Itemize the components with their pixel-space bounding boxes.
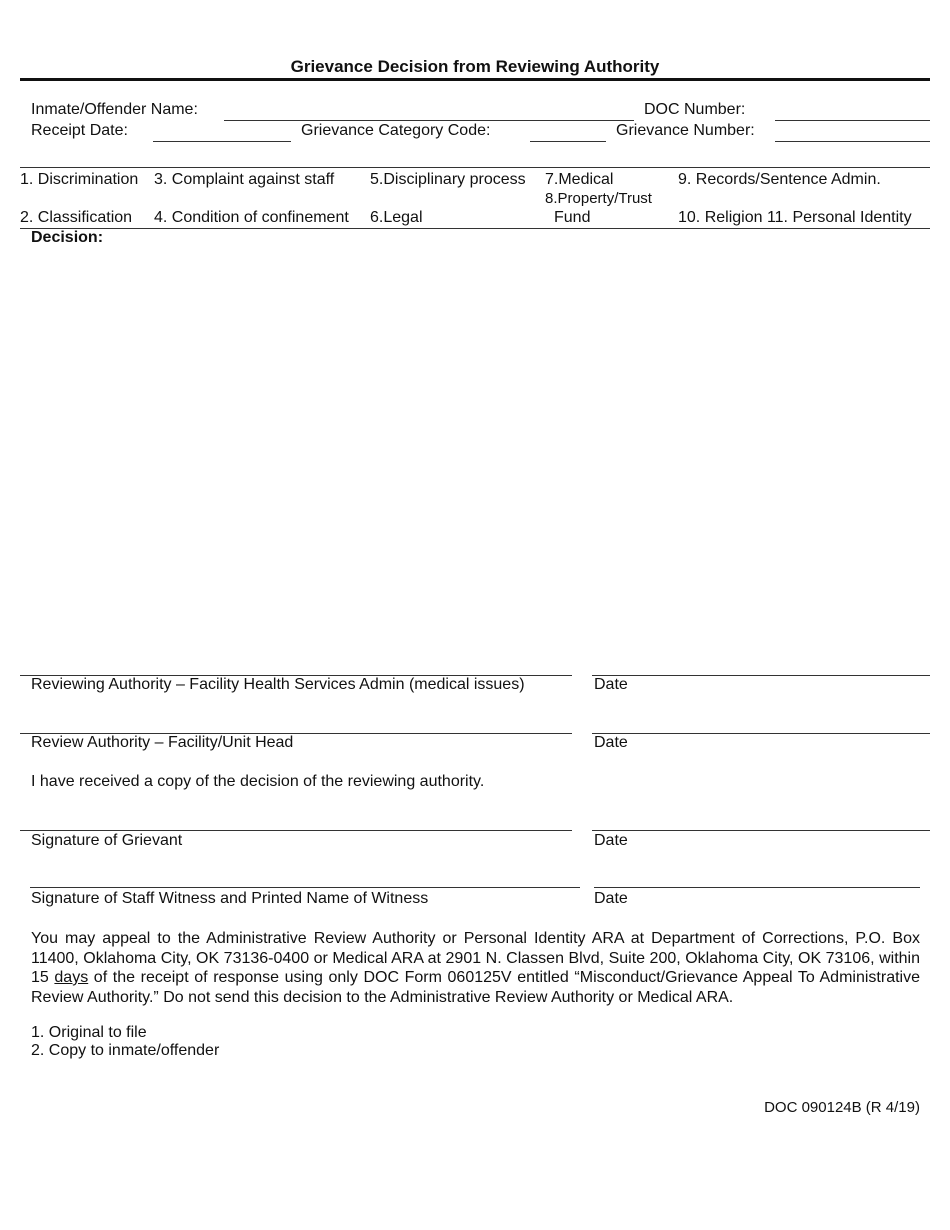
- grievant-date-line[interactable]: [592, 830, 930, 831]
- grievant-date-label: Date: [594, 832, 628, 849]
- appeal-text-part1: You may appeal to the Administrative Review Authority or Personal Identity ARA at Department of Corrections, P.O. Box 11400, Oklahoma City, OK 73136-0400 or Medical ARA at 2901 N. Classen Blvd, Suite 200, Oklahoma City, OK 73106, within 15: [31, 930, 920, 986]
- inmate-name-label: Inmate/Offender Name:: [31, 101, 198, 118]
- grievant-signature-label: Signature of Grievant: [31, 832, 183, 849]
- category-classification: 2. Classification: [20, 209, 133, 226]
- doc-number-field[interactable]: [775, 120, 930, 121]
- category-property-trust: 8.Property/Trust: [545, 190, 652, 207]
- receipt-date-label: Receipt Date:: [31, 122, 128, 139]
- category-code-label: Grievance Category Code:: [301, 122, 491, 139]
- title-rule: [20, 78, 930, 81]
- health-admin-date-label: Date: [594, 676, 628, 693]
- category-code-field[interactable]: [530, 141, 606, 142]
- grievance-number-field[interactable]: [775, 141, 930, 142]
- distribution-copy: 2. Copy to inmate/offender: [31, 1042, 220, 1059]
- appeal-instructions: [31, 929, 920, 1007]
- category-disciplinary: 5.Disciplinary process: [370, 171, 526, 188]
- category-top-rule: [20, 167, 930, 168]
- appeal-text-part2: of the receipt of response using only DOC Form 060125V entitled “Misconduct/Grievance Appeal To Administrative Review Authority.” Do not send this decision to the Administrative Review Authority or Medical ARA.: [31, 969, 920, 1006]
- category-medical: 7.Medical: [545, 171, 614, 188]
- facility-head-label: Review Authority – Facility/Unit Head: [31, 734, 294, 751]
- received-statement: I have received a copy of the decision of the reviewing authority.: [31, 773, 485, 790]
- witness-signature-line[interactable]: [30, 887, 580, 888]
- category-complaint-staff: 3. Complaint against staff: [154, 171, 335, 188]
- receipt-date-field[interactable]: [153, 141, 291, 142]
- witness-date-line[interactable]: [594, 887, 920, 888]
- category-discrimination: 1. Discrimination: [20, 171, 139, 188]
- health-admin-date-line[interactable]: [592, 675, 930, 676]
- category-religion-identity: 10. Religion 11. Personal Identity: [678, 209, 912, 226]
- appeal-days: days: [54, 969, 89, 986]
- facility-head-date-line[interactable]: [592, 733, 930, 734]
- category-condition-confinement: 4. Condition of confinement: [154, 209, 349, 226]
- witness-date-label: Date: [594, 890, 628, 907]
- decision-area[interactable]: [20, 250, 930, 660]
- facility-head-date-label: Date: [594, 734, 628, 751]
- health-admin-label: Reviewing Authority – Facility Health Services Admin (medical issues): [31, 676, 525, 693]
- doc-number-label: DOC Number:: [644, 101, 746, 118]
- grievance-number-label: Grievance Number:: [616, 122, 755, 139]
- category-bottom-rule: [20, 228, 930, 229]
- category-legal: 6.Legal: [370, 209, 423, 226]
- grievant-signature-line[interactable]: [20, 830, 572, 831]
- form-number: DOC 090124B (R 4/19): [764, 1099, 920, 1116]
- category-property-fund: Fund: [554, 209, 591, 226]
- decision-label: Decision:: [31, 229, 104, 246]
- witness-signature-label: Signature of Staff Witness and Printed Name of Witness: [31, 890, 429, 907]
- inmate-name-field[interactable]: [224, 120, 634, 121]
- page-title: Grievance Decision from Reviewing Authority: [290, 57, 660, 76]
- category-records: 9. Records/Sentence Admin.: [678, 171, 881, 188]
- distribution-original: 1. Original to file: [31, 1024, 147, 1041]
